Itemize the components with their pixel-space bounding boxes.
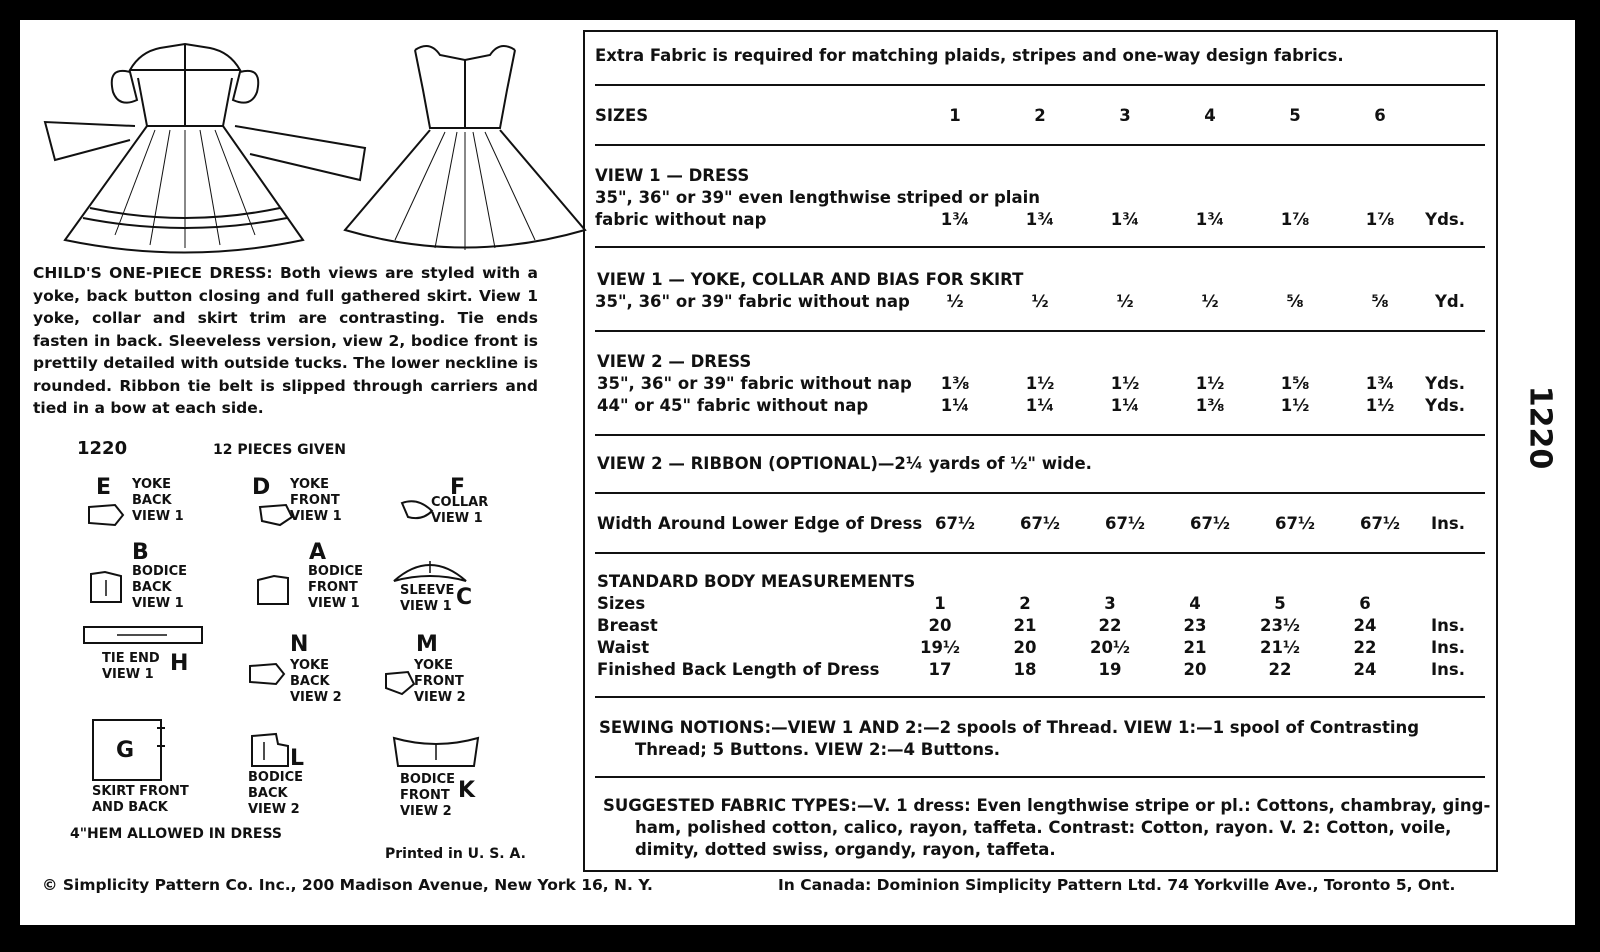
yardage-cell: 1¾	[940, 210, 970, 229]
pattern-description: CHILD'S ONE-PIECE DRESS: Both views are styled with a yoke, back button closing and full gathered skirt. View 1 yoke, collar and skirt trim are contrasting. Tie ends fasten in back. Sleeveless version, view 2, bodice front is prettily detailed with outside tucks. The lower neckline is rounded. Ribbon tie belt is slipped through carriers and tied in a bow at each side.	[33, 264, 538, 417]
dress-view-1-illustration	[35, 30, 380, 260]
piece-letter: C	[456, 585, 473, 610]
body-cell: 20½	[1089, 638, 1131, 657]
piece-label: YOKE FRONT VIEW 2	[414, 658, 466, 705]
piece-label: YOKE BACK VIEW 2	[290, 658, 342, 705]
unit-cell: Ins.	[1431, 514, 1465, 533]
body-cell: 17	[928, 660, 952, 679]
hem-note: 4"HEM ALLOWED IN DRESS	[70, 826, 283, 842]
body-cell: 2	[1019, 594, 1031, 613]
yardage-chart	[583, 30, 1498, 872]
divider	[595, 434, 1485, 436]
piece-letter: K	[458, 778, 476, 803]
body-cell: 20	[1013, 638, 1037, 657]
piece-label: COLLAR VIEW 1	[431, 495, 489, 526]
piece-shape-icon	[382, 670, 418, 696]
body-cell: 6	[1359, 594, 1371, 613]
pieces-given: 12 PIECES GIVEN	[213, 442, 346, 458]
piece-label: YOKE FRONT VIEW 1	[290, 477, 342, 524]
body-cell: 1	[934, 594, 946, 613]
body-cell: 22	[1353, 638, 1377, 657]
pattern-number: 1220	[77, 438, 128, 459]
piece-shape-icon	[248, 662, 288, 686]
body-cell: 22	[1268, 660, 1292, 679]
view2-dress-fabric-row: 35", 36" or 39" fabric without nap	[597, 374, 912, 393]
yardage-cell: 1½	[1110, 374, 1140, 393]
piece-label: BODICE BACK VIEW 1	[132, 564, 188, 611]
yardage-cell: 1⅜	[940, 374, 970, 393]
body-cell: 18	[1013, 660, 1037, 679]
piece-label: SLEEVE VIEW 1	[400, 583, 455, 614]
unit-cell: Yds.	[1425, 396, 1465, 415]
yardage-cell: 1¾	[1365, 374, 1395, 393]
body-row-label: Sizes	[597, 594, 646, 613]
unit-cell: Ins.	[1431, 638, 1465, 657]
piece-n	[248, 632, 388, 705]
pattern-envelope-back	[20, 20, 1575, 925]
yardage-cell: 1¾	[1110, 210, 1140, 229]
body-row-label: Waist	[597, 638, 650, 657]
size-header-cell: 4	[1204, 106, 1216, 125]
footer-publisher: © Simplicity Pattern Co. Inc., 200 Madison Avenue, New York 16, N. Y.	[42, 876, 653, 894]
body-measurements-title: STANDARD BODY MEASUREMENTS	[597, 572, 916, 591]
view1-yoke-fabric: 35", 36" or 39" fabric without nap	[595, 292, 910, 311]
sewing-notions-line2: Thread; 5 Buttons. VIEW 2:—4 Buttons.	[635, 740, 1001, 759]
body-cell: 20	[928, 616, 952, 635]
piece-letter: M	[416, 632, 438, 657]
width-cell: 67½	[1104, 514, 1146, 533]
width-cell: 67½	[1359, 514, 1401, 533]
size-header-cell: 1	[949, 106, 961, 125]
unit-cell: Yd.	[1434, 292, 1465, 311]
piece-letter: L	[290, 746, 305, 771]
size-header-cell: 2	[1034, 106, 1046, 125]
size-header-cell: 3	[1119, 106, 1131, 125]
piece-shape-icon	[82, 625, 206, 647]
divider	[595, 330, 1485, 332]
piece-d	[252, 475, 392, 535]
width-edge-label: Width Around Lower Edge of Dress	[597, 514, 923, 533]
body-cell: 19	[1098, 660, 1122, 679]
yardage-cell: 1¼	[1110, 396, 1140, 415]
unit-cell: Ins.	[1431, 616, 1465, 635]
unit-cell: Yds.	[1425, 210, 1465, 229]
piece-letter: F	[450, 475, 466, 500]
piece-c	[388, 555, 538, 615]
divider	[595, 696, 1485, 698]
yardage-cell: 1½	[1365, 396, 1395, 415]
sizes-header-label: SIZES	[595, 106, 649, 125]
piece-m	[382, 632, 532, 707]
yardage-cell: ½	[1201, 292, 1219, 311]
body-row-label: Finished Back Length of Dress	[597, 660, 880, 679]
width-cell: 67½	[934, 514, 976, 533]
view1-dress-title: VIEW 1 — DRESS	[595, 166, 750, 185]
piece-label: YOKE BACK VIEW 1	[132, 477, 184, 524]
piece-shape-icon	[390, 555, 470, 585]
piece-e	[82, 475, 222, 535]
piece-letter: E	[96, 475, 112, 500]
piece-shape-icon	[254, 574, 294, 608]
piece-label: TIE END VIEW 1	[102, 651, 160, 682]
piece-letter: H	[170, 651, 189, 676]
yardage-cell: 1¾	[1025, 210, 1055, 229]
body-cell: 3	[1104, 594, 1116, 613]
body-cell: 19½	[919, 638, 961, 657]
view2-dress-title: VIEW 2 — DRESS	[597, 352, 752, 371]
yardage-cell: ½	[1031, 292, 1049, 311]
sewing-notions-line1: SEWING NOTIONS:—VIEW 1 AND 2:—2 spools of Thread. VIEW 1:—1 spool of Contrasting	[599, 718, 1420, 737]
yardage-cell: 1½	[1025, 374, 1055, 393]
piece-letter: G	[116, 738, 135, 763]
piece-letter: A	[309, 540, 327, 565]
yardage-cell: 1¼	[1025, 396, 1055, 415]
yardage-cell: 1⅝	[1280, 374, 1310, 393]
piece-h	[82, 625, 232, 685]
piece-label: BODICE BACK VIEW 2	[248, 770, 304, 817]
yardage-cell: 1⅞	[1365, 210, 1395, 229]
size-header-cell: 5	[1289, 106, 1301, 125]
width-cell: 67½	[1189, 514, 1231, 533]
fabric-types-line2: ham, polished cotton, calico, rayon, taffeta. Contrast: Cotton, rayon. V. 2: Cotton, voile,	[635, 818, 1452, 837]
piece-f	[398, 475, 538, 535]
piece-shape-icon	[87, 503, 127, 527]
yardage-cell: ½	[946, 292, 964, 311]
width-cell: 67½	[1274, 514, 1316, 533]
body-row-label: Breast	[597, 616, 658, 635]
view1-dress-fabric-line2: fabric without nap	[595, 210, 767, 229]
yardage-cell: ⅝	[1286, 292, 1304, 311]
view1-yoke-title: VIEW 1 — YOKE, COLLAR AND BIAS FOR SKIRT	[597, 270, 1024, 289]
piece-a	[252, 540, 392, 610]
piece-letter: B	[132, 540, 149, 565]
body-cell: 23½	[1259, 616, 1301, 635]
piece-shape-icon	[248, 732, 294, 770]
view2-dress-fabric-row: 44" or 45" fabric without nap	[597, 396, 869, 415]
body-cell: 22	[1098, 616, 1122, 635]
yardage-cell: 1½	[1280, 396, 1310, 415]
divider	[595, 144, 1485, 146]
body-cell: 5	[1274, 594, 1286, 613]
divider	[595, 492, 1485, 494]
dress-view-2-illustration	[335, 30, 595, 260]
body-cell: 21½	[1259, 638, 1301, 657]
width-cell: 67½	[1019, 514, 1061, 533]
body-cell: 4	[1189, 594, 1201, 613]
piece-letter: D	[252, 475, 271, 500]
body-cell: 21	[1183, 638, 1207, 657]
body-cell: 21	[1013, 616, 1037, 635]
footer-canada: In Canada: Dominion Simplicity Pattern Ltd. 74 Yorkville Ave., Toronto 5, Ont.	[778, 876, 1456, 894]
piece-letter: N	[290, 632, 309, 657]
yardage-cell: ⅝	[1371, 292, 1389, 311]
body-cell: 24	[1353, 616, 1377, 635]
body-cell: 24	[1353, 660, 1377, 679]
size-header-cell: 6	[1374, 106, 1386, 125]
unit-cell: Yds.	[1425, 374, 1465, 393]
yardage-cell: 1⅜	[1195, 396, 1225, 415]
body-cell: 23	[1183, 616, 1207, 635]
yardage-cell: 1½	[1195, 374, 1225, 393]
piece-b	[82, 540, 222, 610]
divider	[595, 776, 1485, 778]
fabric-types-line1: SUGGESTED FABRIC TYPES:—V. 1 dress: Even lengthwise stripe or pl.: Cottons, chambray, ging-	[603, 796, 1491, 815]
fabric-types-line3: dimity, dotted swiss, organdy, rayon, taffeta.	[635, 840, 1056, 859]
yardage-cell: 1¼	[940, 396, 970, 415]
extra-fabric-note: Extra Fabric is required for matching plaids, stripes and one-way design fabrics.	[595, 46, 1344, 65]
yardage-cell: 1¾	[1195, 210, 1225, 229]
body-cell: 20	[1183, 660, 1207, 679]
divider	[595, 84, 1485, 86]
printed-in-usa: Printed in U. S. A.	[385, 846, 526, 862]
piece-shape-icon	[87, 570, 127, 606]
unit-cell: Ins.	[1431, 660, 1465, 679]
view1-dress-fabric-line1: 35", 36" or 39" even lengthwise striped or plain	[595, 188, 1040, 207]
yardage-cell: ½	[1116, 292, 1134, 311]
piece-label: BODICE FRONT VIEW 1	[308, 564, 364, 611]
piece-shape-icon	[390, 732, 482, 770]
divider	[595, 246, 1485, 248]
piece-k	[390, 732, 540, 827]
view2-ribbon: VIEW 2 — RIBBON (OPTIONAL)—2¼ yards of ½" wide.	[597, 454, 1092, 473]
piece-g	[82, 718, 222, 818]
piece-label: BODICE FRONT VIEW 2	[400, 772, 456, 819]
side-pattern-number: 1220	[1522, 385, 1558, 470]
piece-l	[248, 732, 388, 827]
yardage-cell: 1⅞	[1280, 210, 1310, 229]
divider	[595, 552, 1485, 554]
piece-label: SKIRT FRONT AND BACK	[92, 784, 189, 815]
